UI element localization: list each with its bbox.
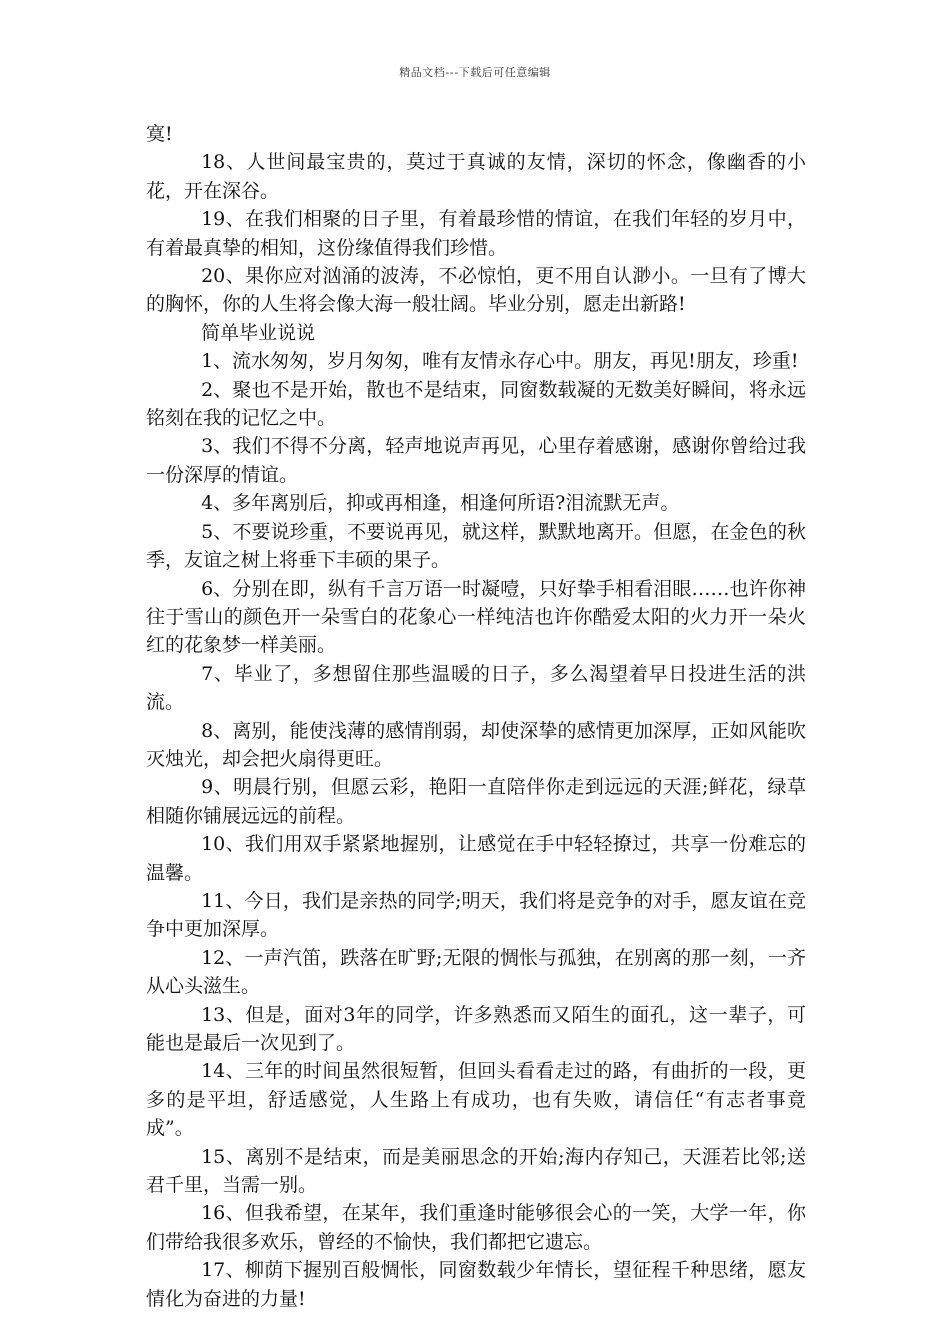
paragraph-0: 寞! [146,123,173,145]
page-header: 精品文档---下载后可任意编辑 [399,66,551,79]
paragraph-14: 10、我们用双手紧紧地握别，让感觉在手中轻轻撩过，共享一份难忘的温馨。 [146,833,806,884]
paragraph-10: 6、分别在即，纵有千言万语一时凝噎，只好挚手相看泪眼……也许你神往于雪山的颜色开一朵雪白的花象心一样纯洁也许你酷爱太阳的火力开一朵火红的花象梦一样美丽。 [146,577,806,657]
paragraph-21: 17、柳荫下握别百般惆怅，同窗数载少年情长，望征程千种思绪，愿友情化为奋进的力量! [146,1259,806,1310]
paragraph-5: 1、流水匆匆，岁月匆匆，唯有友情永存心中。朋友，再见!朋友，珍重! [201,350,799,373]
document-body [146,120,806,1313]
paragraph-13: 9、明晨行别，但愿云彩，艳阳一直陪伴你走到远远的天涯;鲜花，绿草相随你铺展远远的前程。 [146,776,806,827]
paragraph-8: 4、多年离别后，抑或再相逢，相逢何所语?泪流默无声。 [201,492,680,515]
paragraph-6: 2、聚也不是开始，散也不是结束，同窗数载凝的无数美好瞬间，将永远铭刻在我的记忆之中。 [146,378,806,430]
paragraph-12: 8、离别，能使浅薄的感情削弱，却使深挚的感情更加深厚，正如风能吹灭烛光，却会把火扇得更旺。 [146,719,806,770]
section-heading: 简单毕业说说 [201,321,316,344]
paragraph-1: 18、人世间最宝贵的，莫过于真诚的友情，深切的怀念，像幽香的小花，开在深谷。 [146,151,806,202]
paragraph-17: 13、但是，面对3年的同学，许多熟悉而又陌生的面孔，这一辈子，可能也是最后一次见到了。 [146,1003,806,1054]
paragraph-7: 3、我们不得不分离，轻声地说声再见，心里存着感谢，感谢你曾给过我一份深厚的情谊。 [146,435,806,486]
paragraph-19: 15、离别不是结束，而是美丽思念的开始;海内存知己，天涯若比邻;送君千里，当需一别。 [146,1145,806,1197]
paragraph-3: 20、果你应对汹涌的波涛，不必惊怕，更不用自认渺小。一旦有了博大的胸怀，你的人生将会像大海一般壮阔。毕业分别，愿走出新路! [146,265,806,316]
paragraph-9: 5、不要说珍重，不要说再见，就这样，默默地离开。但愿，在金色的秋季，友谊之树上将垂下丰硕的果子。 [146,520,806,572]
paragraph-18: 14、三年的时间虽然很短暂，但回头看看走过的路，有曲折的一段，更多的是平坦，舒适感觉，人生路上有成功，也有失败，请信任“有志者事竟成”。 [146,1060,806,1140]
paragraph-2: 19、在我们相聚的日子里，有着最珍惜的情谊，在我们年轻的岁月中，有着最真挚的相知，这份缘值得我们珍惜。 [146,208,806,259]
paragraph-15: 11、今日，我们是亲热的同学;明天，我们将是竞争的对手，愿友谊在竞争中更加深厚。 [146,889,806,941]
paragraph-20: 16、但我希望，在某年，我们重逢时能够很会心的一笑，大学一年，你们带给我很多欢乐，曾经的不愉快，我们都把它遗忘。 [146,1202,806,1253]
paragraph-11: 7、毕业了，多想留住那些温暖的日子，多么渴望着早日投进生活的洪流。 [146,662,806,714]
paragraph-16: 12、一声汽笛，跌落在旷野;无限的惆怅与孤独，在别离的那一刻，一齐从心头滋生。 [146,946,806,998]
